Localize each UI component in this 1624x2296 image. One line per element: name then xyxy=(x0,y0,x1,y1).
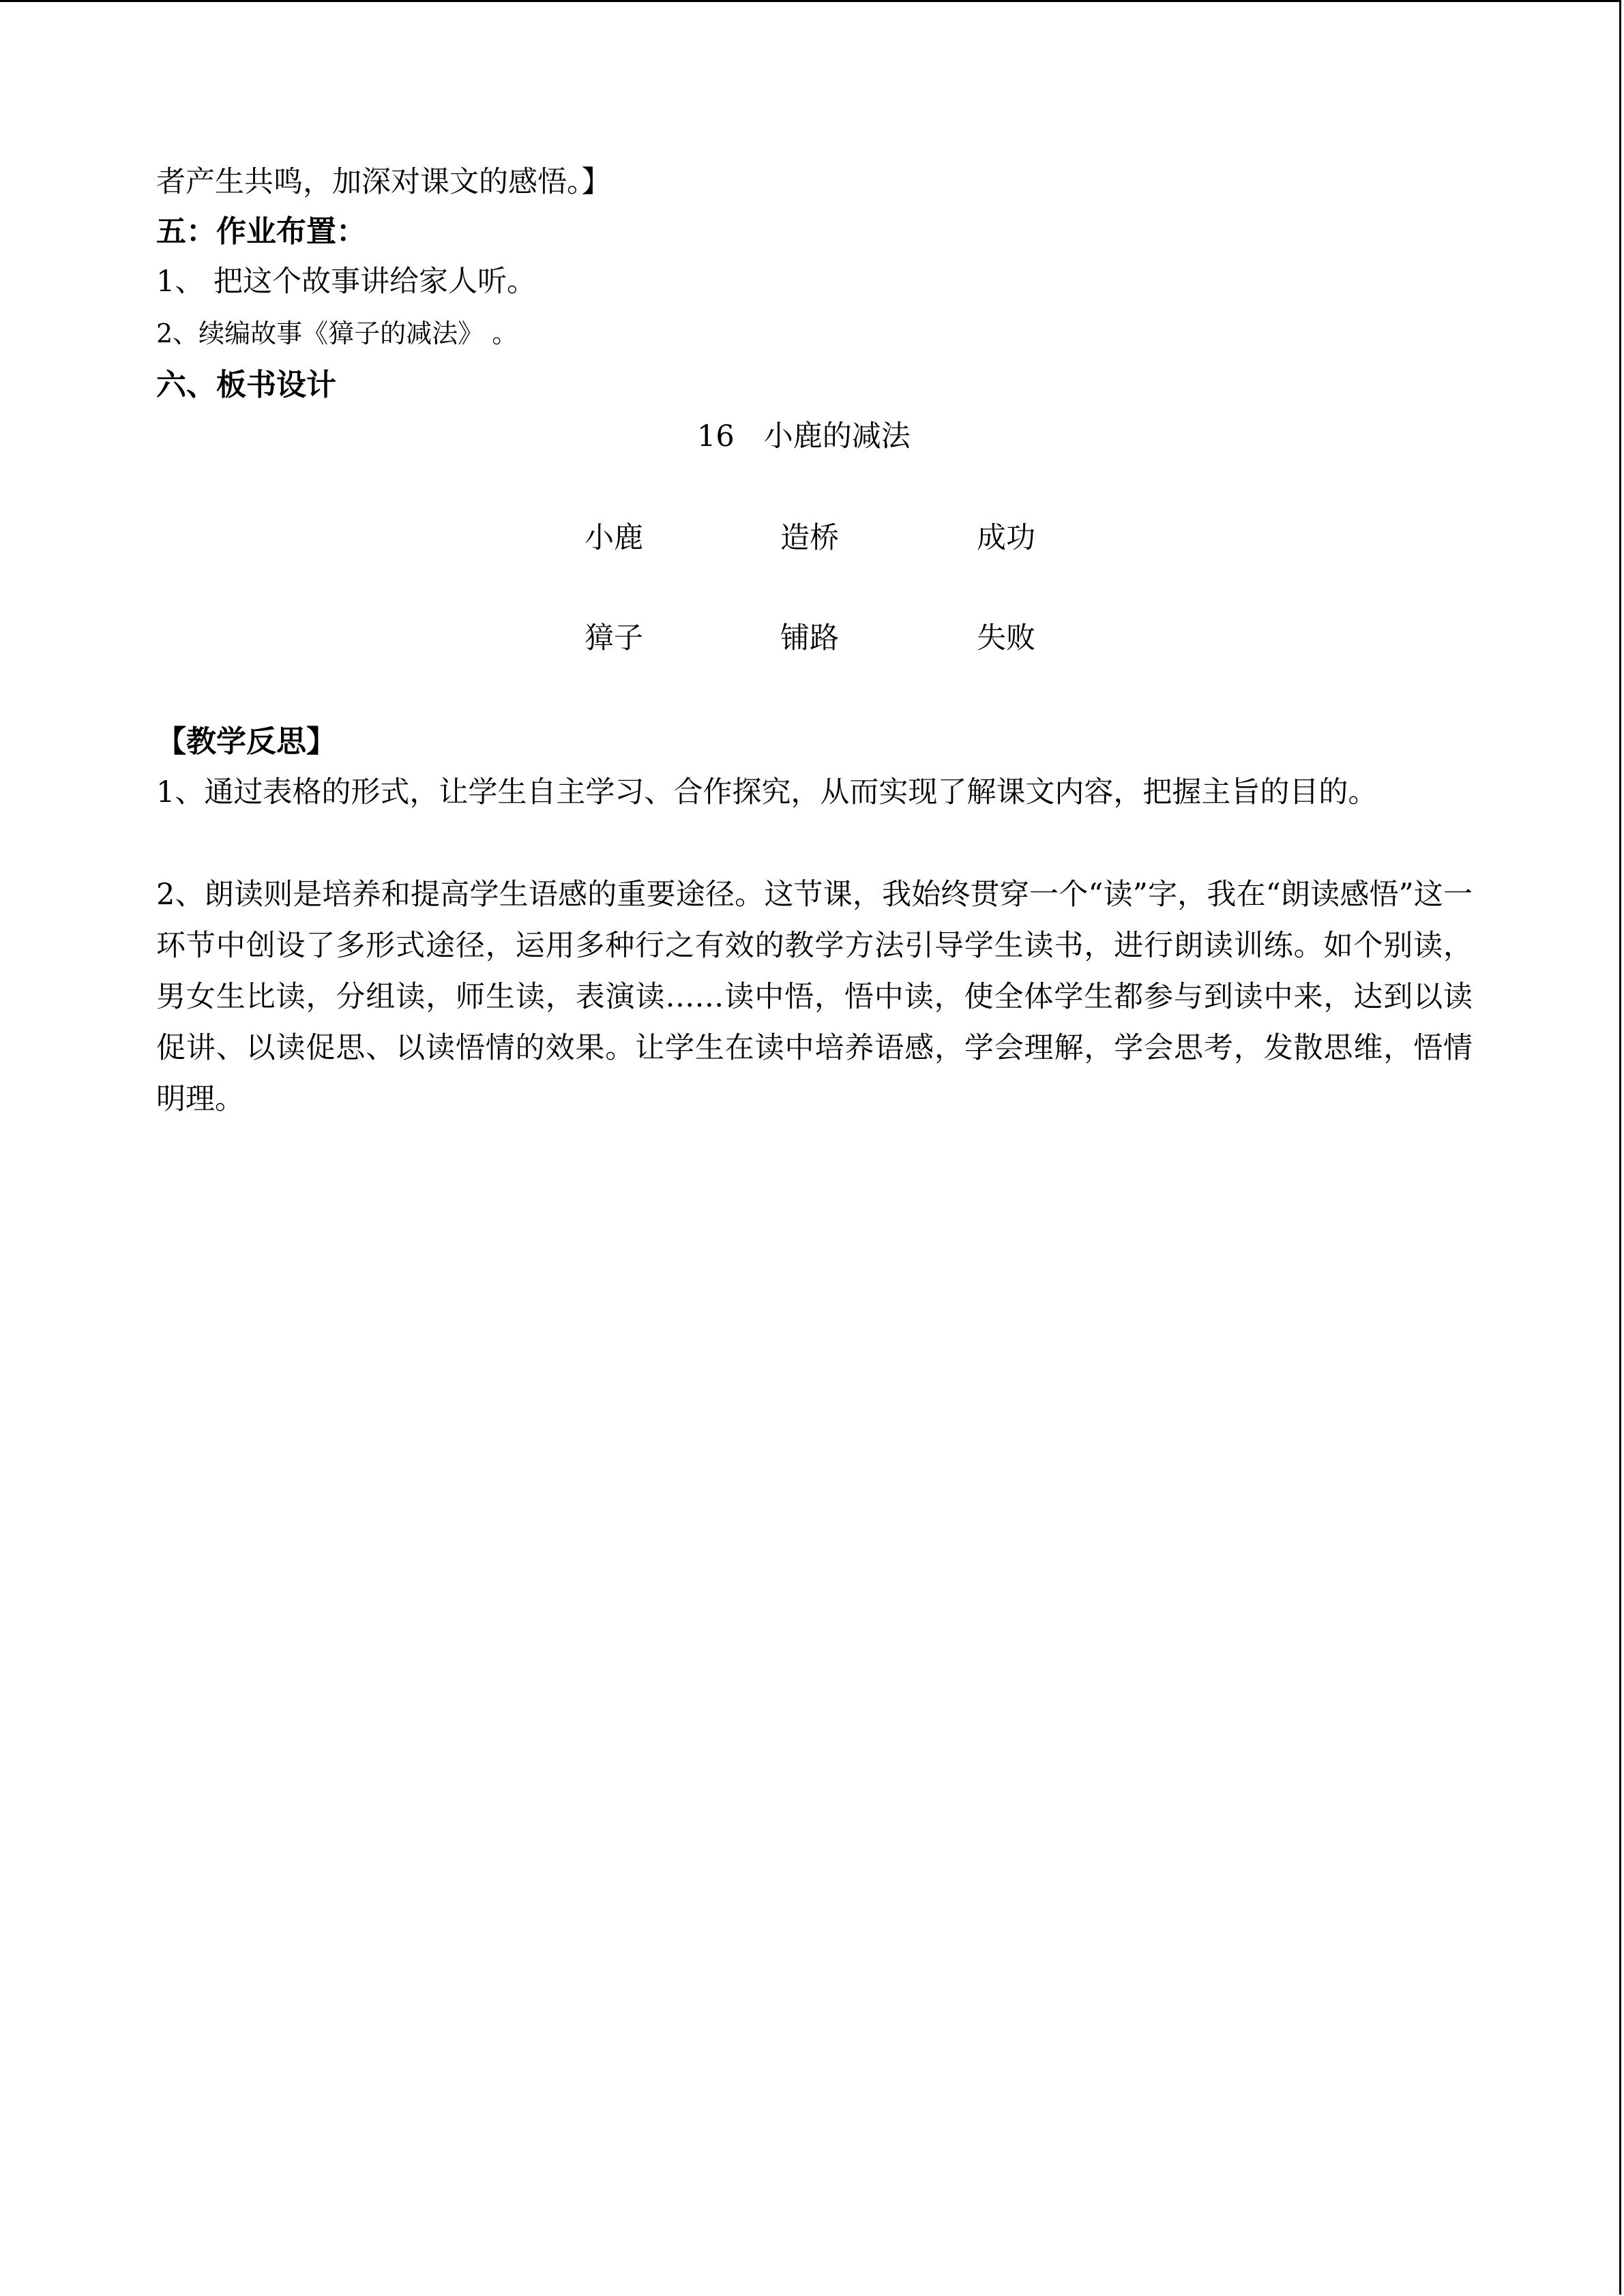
board-cell: 铺路 xyxy=(780,621,839,655)
intro-line: 者产生共鸣，加深对课文的感悟。】 xyxy=(156,165,611,199)
board-title: 16 小鹿的减法 xyxy=(697,419,911,453)
board-cell: 成功 xyxy=(977,521,1035,555)
board-cell: 失败 xyxy=(977,621,1035,655)
reflection-heading: 【教学反思】 xyxy=(156,724,336,759)
board-cell: 造桥 xyxy=(780,521,839,555)
reflection-paragraph-2: 2、朗读则是培养和提高学生语感的重要途径。这节课，我始终贯穿一个“读”字，我在“朗读感悟”这一环节中创设了多形式途径，运用多种行之有效的教学方法引导学生读书，进行朗读训练。如个别读，男女生比读，分组读，师生读，表演读……读中悟，悟中读，使全体学生都参与到读中来，达到以读促讲、以读促思、以读悟情的效果。让学生在读中培养语感，学会理解，学会思考，发散思维，悟情明理。 xyxy=(156,878,1473,1116)
homework-heading: 五：作业布置： xyxy=(156,214,366,249)
homework-item-2: 2、续编故事《獐子的减法》 。 xyxy=(156,318,518,348)
homework-item-1: 1、 把这个故事讲给家人听。 xyxy=(156,265,537,299)
board-cell: 小鹿 xyxy=(585,521,643,555)
board-design-heading: 六、板书设计 xyxy=(156,368,336,402)
reflection-paragraph-1: 1、通过表格的形式，让学生自主学习、合作探究，从而实现了解课文内容，把握主旨的目的。 xyxy=(156,775,1378,809)
board-cell: 獐子 xyxy=(585,621,643,655)
